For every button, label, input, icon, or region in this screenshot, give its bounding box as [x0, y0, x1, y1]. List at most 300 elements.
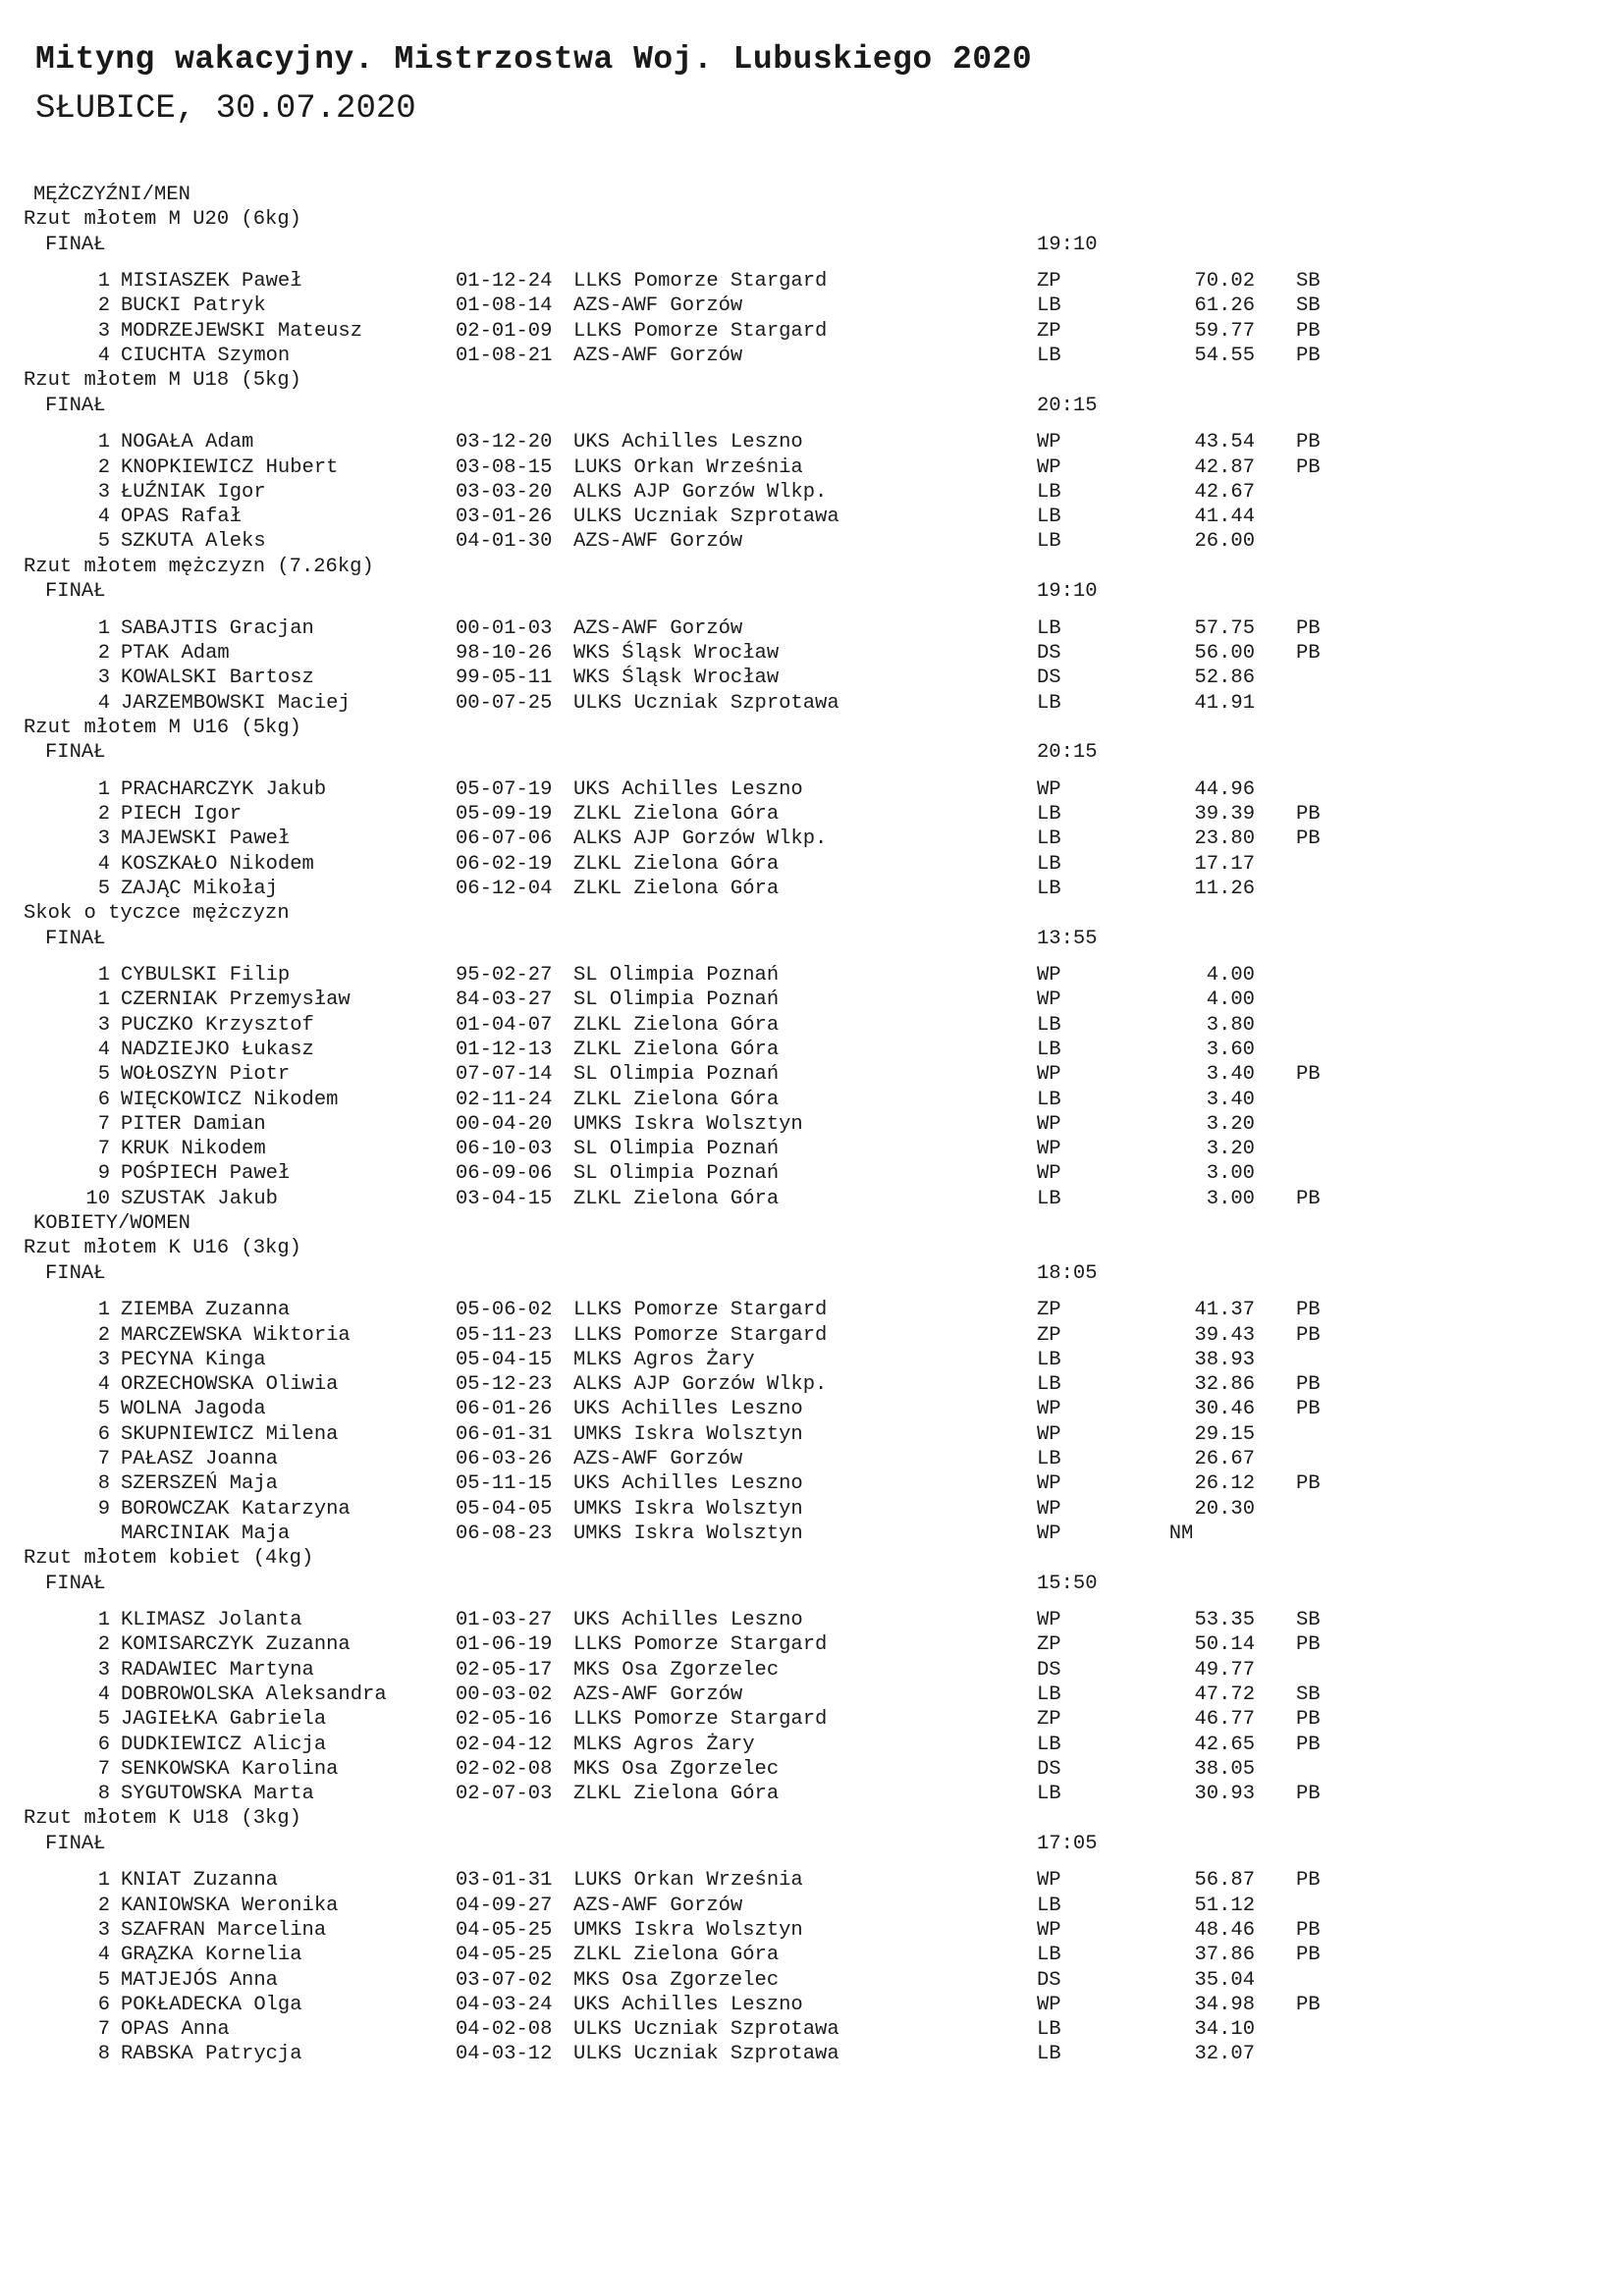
athlete-name: KNIAT Zuzanna [121, 1869, 278, 1893]
athlete-club: UMKS Iskra Wolsztyn [573, 1422, 803, 1446]
athlete-club: ALKS AJP Gorzów Wlkp. [573, 1373, 828, 1397]
athlete-record-note: PB [1296, 1733, 1321, 1756]
athlete-club: ULKS Uczniak Szprotawa [573, 506, 839, 529]
athlete-result: 20.30 [1194, 1497, 1255, 1521]
athlete-place: 9 [97, 1162, 110, 1186]
event-time: 19:10 [1037, 233, 1098, 256]
athlete-name: RADAWIEC Martyna [121, 1658, 314, 1682]
athlete-place: 3 [97, 319, 110, 343]
athlete-place: 2 [97, 803, 110, 827]
athlete-birthdate: 07-07-14 [456, 1063, 553, 1087]
athlete-club: UMKS Iskra Wolsztyn [573, 1112, 803, 1136]
result-row [0, 1298, 1624, 1322]
athlete-birthdate: 03-07-02 [456, 1968, 553, 1992]
athlete-name: SENKOWSKA Karolina [121, 1757, 339, 1781]
athlete-record-note: PB [1296, 1063, 1321, 1087]
athlete-record-note: SB [1296, 1683, 1321, 1706]
athlete-place: 7 [97, 2018, 110, 2042]
round-label: FINAŁ [45, 1832, 106, 1855]
athlete-birthdate: 03-04-15 [456, 1187, 553, 1210]
athlete-result: 11.26 [1194, 877, 1255, 900]
athlete-place: 5 [97, 877, 110, 900]
athlete-result: 39.39 [1194, 803, 1255, 827]
athlete-name: SZUSTAK Jakub [121, 1187, 278, 1210]
athlete-name: NADZIEJKO Łukasz [121, 1038, 314, 1061]
athlete-region: WP [1037, 1398, 1061, 1421]
athlete-club: AZS-AWF Gorzów [573, 294, 743, 318]
athlete-place: 2 [97, 641, 110, 665]
athlete-region: LB [1037, 1373, 1061, 1397]
result-row [0, 1397, 1624, 1421]
result-row [0, 1868, 1624, 1893]
athlete-birthdate: 05-09-19 [456, 803, 553, 827]
athlete-birthdate: 95-02-27 [456, 964, 553, 988]
athlete-result: 51.12 [1194, 1894, 1255, 1917]
event-round-row [0, 394, 1624, 418]
athlete-birthdate: 05-11-23 [456, 1323, 553, 1347]
result-row [0, 852, 1624, 877]
event-title: Rzut młotem K U18 (3kg) [24, 1807, 301, 1831]
result-row [0, 2042, 1624, 2066]
athlete-record-note: PB [1296, 828, 1321, 851]
athlete-club: UKS Achilles Leszno [573, 1609, 803, 1632]
athlete-place: 4 [97, 1683, 110, 1706]
athlete-region: LB [1037, 1783, 1061, 1806]
athlete-club: ALKS AJP Gorzów Wlkp. [573, 480, 828, 504]
athlete-result: 3.20 [1206, 1112, 1255, 1136]
athlete-result: 54.55 [1194, 345, 1255, 368]
athlete-place: 1 [97, 1869, 110, 1893]
athlete-place: 3 [97, 1013, 110, 1037]
athlete-name: ORZECHOWSKA Oliwia [121, 1373, 339, 1397]
athlete-name: KOSZKAŁO Nikodem [121, 852, 314, 876]
round-label: FINAŁ [45, 233, 106, 256]
athlete-result: 26.67 [1194, 1448, 1255, 1471]
result-row [0, 1161, 1624, 1186]
athlete-result: 29.15 [1194, 1422, 1255, 1446]
athlete-region: LB [1037, 1038, 1061, 1061]
athlete-region: LB [1037, 2043, 1061, 2066]
athlete-result: 41.44 [1194, 506, 1255, 529]
athlete-birthdate: 06-01-31 [456, 1422, 553, 1446]
result-row [0, 1968, 1624, 1993]
athlete-birthdate: 99-05-11 [456, 667, 553, 690]
athlete-region: DS [1037, 1658, 1061, 1682]
athlete-result: 4.00 [1206, 988, 1255, 1012]
athlete-record-note: PB [1296, 1918, 1321, 1942]
page-title: Mityng wakacyjny. Mistrzostwa Woj. Lubuskiego 2020 [35, 41, 1033, 78]
result-row [0, 1682, 1624, 1707]
athlete-place: 4 [97, 852, 110, 876]
athlete-place: 4 [97, 345, 110, 368]
athlete-name: ZIEMBA Zuzanna [121, 1299, 291, 1322]
athlete-place: 7 [97, 1112, 110, 1136]
athlete-birthdate: 04-02-08 [456, 2018, 553, 2042]
athlete-region: LB [1037, 1683, 1061, 1706]
athlete-club: MLKS Agros Żary [573, 1348, 755, 1371]
result-row [0, 1943, 1624, 1967]
athlete-name: GRĄZKA Kornelia [121, 1944, 302, 1967]
athlete-birthdate: 04-03-12 [456, 2043, 553, 2066]
athlete-region: WP [1037, 1138, 1061, 1161]
athlete-place: 6 [97, 1422, 110, 1446]
result-row [0, 1471, 1624, 1496]
athlete-club: ZLKL Zielona Góra [573, 1944, 780, 1967]
athlete-club: ZLKL Zielona Góra [573, 1088, 780, 1111]
event-round-row [0, 233, 1624, 257]
athlete-name: DUDKIEWICZ Alicja [121, 1733, 327, 1756]
athlete-result: 46.77 [1194, 1708, 1255, 1732]
athlete-birthdate: 01-06-19 [456, 1633, 553, 1657]
athlete-place: 2 [97, 1633, 110, 1657]
athlete-birthdate: 02-02-08 [456, 1757, 553, 1781]
athlete-result: 57.75 [1194, 616, 1255, 640]
athlete-result: 43.54 [1194, 431, 1255, 454]
athlete-name: KRUK Nikodem [121, 1138, 266, 1161]
athlete-region: WP [1037, 431, 1061, 454]
result-row [0, 2017, 1624, 2042]
athlete-birthdate: 06-12-04 [456, 877, 553, 900]
spacer [0, 257, 1624, 269]
athlete-region: WP [1037, 1112, 1061, 1136]
athlete-place: 7 [97, 1757, 110, 1781]
athlete-birthdate: 03-01-26 [456, 506, 553, 529]
event-title: Rzut młotem K U16 (3kg) [24, 1237, 301, 1260]
athlete-region: LB [1037, 1733, 1061, 1756]
athlete-name: SYGUTOWSKA Marta [121, 1783, 314, 1806]
athlete-region: WP [1037, 1869, 1061, 1893]
athlete-club: ZLKL Zielona Góra [573, 1013, 780, 1037]
athlete-region: WP [1037, 1497, 1061, 1521]
athlete-club: LUKS Orkan Września [573, 455, 803, 479]
athlete-result: 3.40 [1206, 1063, 1255, 1087]
result-row [0, 1497, 1624, 1522]
athlete-club: LLKS Pomorze Stargard [573, 1633, 828, 1657]
athlete-result: 52.86 [1194, 667, 1255, 690]
athlete-place: 5 [97, 1968, 110, 1992]
event-time: 20:15 [1037, 741, 1098, 765]
athlete-record-note: PB [1296, 455, 1321, 479]
round-label: FINAŁ [45, 1572, 106, 1595]
result-row [0, 1707, 1624, 1732]
athlete-club: LLKS Pomorze Stargard [573, 1299, 828, 1322]
athlete-record-note: PB [1296, 803, 1321, 827]
athlete-region: WP [1037, 1993, 1061, 2016]
athlete-birthdate: 02-01-09 [456, 319, 553, 343]
athlete-record-note: SB [1296, 1609, 1321, 1632]
athlete-result: 3.00 [1206, 1187, 1255, 1210]
athlete-place: 5 [97, 1063, 110, 1087]
athlete-result: 56.87 [1194, 1869, 1255, 1893]
athlete-place: 6 [97, 1993, 110, 2016]
athlete-place: 4 [97, 1373, 110, 1397]
result-row [0, 1112, 1624, 1137]
result-row [0, 1088, 1624, 1112]
athlete-place: 10 [85, 1187, 110, 1210]
athlete-place: 1 [97, 616, 110, 640]
athlete-region: LB [1037, 1187, 1061, 1210]
athlete-region: LB [1037, 294, 1061, 318]
event-title: Rzut młotem kobiet (4kg) [24, 1547, 314, 1571]
athlete-birthdate: 00-03-02 [456, 1683, 553, 1706]
event-time: 13:55 [1037, 927, 1098, 950]
athlete-region: DS [1037, 641, 1061, 665]
athlete-region: WP [1037, 964, 1061, 988]
athlete-region: LB [1037, 852, 1061, 876]
athlete-name: BOROWCZAK Katarzyna [121, 1497, 351, 1521]
athlete-place: 3 [97, 667, 110, 690]
athlete-name: PITER Damian [121, 1112, 266, 1136]
athlete-result: 49.77 [1194, 1658, 1255, 1682]
athlete-record-note: PB [1296, 1299, 1321, 1322]
athlete-birthdate: 02-11-24 [456, 1088, 553, 1111]
athlete-club: SL Olimpia Poznań [573, 1063, 780, 1087]
result-row [0, 1632, 1624, 1657]
athlete-region: LB [1037, 506, 1061, 529]
result-row [0, 455, 1624, 480]
athlete-result: 26.00 [1194, 530, 1255, 554]
athlete-club: SL Olimpia Poznań [573, 1138, 780, 1161]
athlete-club: AZS-AWF Gorzów [573, 345, 743, 368]
athlete-place: 5 [97, 1398, 110, 1421]
event-round-row [0, 740, 1624, 765]
athlete-result: 3.00 [1206, 1162, 1255, 1186]
athlete-birthdate: 04-05-25 [456, 1918, 553, 1942]
athlete-club: LLKS Pomorze Stargard [573, 319, 828, 343]
athlete-name: MATJEJÓS Anna [121, 1968, 278, 1992]
result-row [0, 1522, 1624, 1546]
athlete-place: 2 [97, 294, 110, 318]
event-round-row [0, 1572, 1624, 1596]
athlete-club: WKS Śląsk Wrocław [573, 641, 780, 665]
athlete-club: ZLKL Zielona Góra [573, 1038, 780, 1061]
athlete-name: ZAJĄC Mikołaj [121, 877, 278, 900]
athlete-place: 1 [97, 988, 110, 1012]
spacer [0, 951, 1624, 963]
result-row [0, 269, 1624, 294]
athlete-record-note: PB [1296, 1944, 1321, 1967]
athlete-result: NM [1168, 1522, 1194, 1545]
athlete-result: 3.20 [1206, 1138, 1255, 1161]
athlete-region: DS [1037, 1968, 1061, 1992]
event-time: 20:15 [1037, 394, 1098, 417]
athlete-name: JAGIEŁKA Gabriela [121, 1708, 327, 1732]
athlete-name: KANIOWSKA Weronika [121, 1894, 339, 1917]
result-row [0, 1447, 1624, 1471]
athlete-region: LB [1037, 1088, 1061, 1111]
athlete-club: AZS-AWF Gorzów [573, 1448, 743, 1471]
athlete-region: ZP [1037, 1299, 1061, 1322]
athlete-place: 1 [97, 431, 110, 454]
athlete-club: ZLKL Zielona Góra [573, 1187, 780, 1210]
athlete-result: 3.40 [1206, 1088, 1255, 1111]
athlete-region: WP [1037, 1063, 1061, 1087]
event-title: Rzut młotem M U20 (6kg) [24, 208, 301, 232]
athlete-region: WP [1037, 1522, 1061, 1545]
result-row [0, 1918, 1624, 1943]
athlete-club: AZS-AWF Gorzów [573, 1894, 743, 1917]
athlete-club: WKS Śląsk Wrocław [573, 667, 780, 690]
athlete-birthdate: 01-04-07 [456, 1013, 553, 1037]
athlete-birthdate: 03-01-31 [456, 1869, 553, 1893]
result-row [0, 1608, 1624, 1632]
athlete-result: 39.43 [1194, 1323, 1255, 1347]
results-sheet [0, 183, 1624, 2067]
athlete-result: 59.77 [1194, 319, 1255, 343]
athlete-name: PTAK Adam [121, 641, 230, 665]
athlete-result: 70.02 [1194, 270, 1255, 294]
athlete-record-note: PB [1296, 345, 1321, 368]
result-row [0, 319, 1624, 344]
athlete-birthdate: 05-07-19 [456, 777, 553, 801]
result-row [0, 1372, 1624, 1397]
athlete-club: ZLKL Zielona Góra [573, 1783, 780, 1806]
athlete-place: 3 [97, 1658, 110, 1682]
athlete-region: WP [1037, 777, 1061, 801]
athlete-club: AZS-AWF Gorzów [573, 616, 743, 640]
athlete-club: ZLKL Zielona Góra [573, 877, 780, 900]
event-round-row [0, 1832, 1624, 1856]
athlete-record-note: PB [1296, 1187, 1321, 1210]
athlete-club: UKS Achilles Leszno [573, 1993, 803, 2016]
athlete-club: MKS Osa Zgorzelec [573, 1658, 780, 1682]
athlete-place: 8 [97, 1783, 110, 1806]
athlete-region: WP [1037, 1609, 1061, 1632]
athlete-result: 3.60 [1206, 1038, 1255, 1061]
athlete-birthdate: 02-04-12 [456, 1733, 553, 1756]
athlete-record-note: PB [1296, 1783, 1321, 1806]
athlete-club: UKS Achilles Leszno [573, 777, 803, 801]
athlete-region: LB [1037, 1448, 1061, 1471]
athlete-result: 56.00 [1194, 641, 1255, 665]
result-row [0, 877, 1624, 901]
athlete-region: LB [1037, 1013, 1061, 1037]
athlete-birthdate: 05-04-15 [456, 1348, 553, 1371]
result-row [0, 1782, 1624, 1806]
athlete-name: OPAS Anna [121, 2018, 230, 2042]
spacer [0, 418, 1624, 430]
result-row [0, 1137, 1624, 1161]
athlete-result: 23.80 [1194, 828, 1255, 851]
athlete-birthdate: 06-10-03 [456, 1138, 553, 1161]
athlete-name: KNOPKIEWICZ Hubert [121, 455, 339, 479]
athlete-club: MKS Osa Zgorzelec [573, 1968, 780, 1992]
event-round-row [0, 579, 1624, 604]
athlete-place: 3 [97, 1918, 110, 1942]
result-row [0, 1422, 1624, 1447]
athlete-region: WP [1037, 1472, 1061, 1496]
athlete-birthdate: 06-03-26 [456, 1448, 553, 1471]
athlete-region: LB [1037, 1348, 1061, 1371]
athlete-name: KLIMASZ Jolanta [121, 1609, 302, 1632]
athlete-record-note: SB [1296, 270, 1321, 294]
athlete-region: ZP [1037, 1323, 1061, 1347]
athlete-place: 1 [97, 777, 110, 801]
athlete-place: 6 [97, 1088, 110, 1111]
athlete-club: ULKS Uczniak Szprotawa [573, 691, 839, 715]
spacer [0, 1596, 1624, 1608]
athlete-record-note: SB [1296, 294, 1321, 318]
event-title: Skok o tyczce mężczyzn [24, 902, 290, 926]
athlete-place: 5 [97, 530, 110, 554]
athlete-place: 8 [97, 1472, 110, 1496]
athlete-birthdate: 05-06-02 [456, 1299, 553, 1322]
result-row [0, 294, 1624, 318]
athlete-club: UKS Achilles Leszno [573, 1398, 803, 1421]
athlete-name: SKUPNIEWICZ Milena [121, 1422, 339, 1446]
athlete-region: LB [1037, 345, 1061, 368]
athlete-birthdate: 06-09-06 [456, 1162, 553, 1186]
athlete-club: ULKS Uczniak Szprotawa [573, 2043, 839, 2066]
athlete-name: WOŁOSZYN Piotr [121, 1063, 291, 1087]
athlete-result: 37.86 [1194, 1944, 1255, 1967]
round-label: FINAŁ [45, 394, 106, 417]
athlete-result: 44.96 [1194, 777, 1255, 801]
athlete-result: 34.98 [1194, 1993, 1255, 2016]
result-row [0, 1658, 1624, 1682]
event-round-row [0, 1261, 1624, 1286]
result-row [0, 1038, 1624, 1062]
athlete-name: SZKUTA Aleks [121, 530, 266, 554]
event-round-row [0, 927, 1624, 951]
athlete-birthdate: 00-01-03 [456, 616, 553, 640]
athlete-record-note: PB [1296, 1869, 1321, 1893]
athlete-birthdate: 05-12-23 [456, 1373, 553, 1397]
athlete-region: ZP [1037, 1708, 1061, 1732]
athlete-name: POŚPIECH Paweł [121, 1162, 291, 1186]
event-title: Rzut młotem M U18 (5kg) [24, 369, 301, 393]
athlete-name: KOMISARCZYK Zuzanna [121, 1633, 351, 1657]
event-time: 15:50 [1037, 1572, 1098, 1595]
result-row [0, 505, 1624, 529]
athlete-club: ULKS Uczniak Szprotawa [573, 2018, 839, 2042]
result-row [0, 1757, 1624, 1782]
athlete-name: CYBULSKI Filip [121, 964, 291, 988]
result-row [0, 1733, 1624, 1757]
athlete-result: 38.05 [1194, 1757, 1255, 1781]
athlete-place: 1 [97, 270, 110, 294]
athlete-place: 2 [97, 1894, 110, 1917]
athlete-place: 1 [97, 1299, 110, 1322]
athlete-name: SABAJTIS Gracjan [121, 616, 314, 640]
spacer [0, 765, 1624, 776]
athlete-club: SL Olimpia Poznań [573, 988, 780, 1012]
athlete-birthdate: 06-08-23 [456, 1522, 553, 1545]
athlete-name: OPAS Rafał [121, 506, 243, 529]
athlete-region: LB [1037, 530, 1061, 554]
round-label: FINAŁ [45, 1261, 106, 1285]
athlete-region: ZP [1037, 270, 1061, 294]
athlete-region: WP [1037, 988, 1061, 1012]
result-row [0, 1323, 1624, 1348]
athlete-birthdate: 04-03-24 [456, 1993, 553, 2016]
athlete-record-note: PB [1296, 1993, 1321, 2016]
athlete-result: 42.65 [1194, 1733, 1255, 1756]
athlete-birthdate: 01-08-14 [456, 294, 553, 318]
athlete-result: 35.04 [1194, 1968, 1255, 1992]
athlete-result: 53.35 [1194, 1609, 1255, 1632]
athlete-birthdate: 06-07-06 [456, 828, 553, 851]
athlete-region: LB [1037, 616, 1061, 640]
result-row [0, 988, 1624, 1012]
athlete-name: PAŁASZ Joanna [121, 1448, 278, 1471]
athlete-name: NOGAŁA Adam [121, 431, 254, 454]
athlete-region: LB [1037, 803, 1061, 827]
athlete-place: 5 [97, 1708, 110, 1732]
athlete-region: ZP [1037, 1633, 1061, 1657]
result-row [0, 480, 1624, 505]
athlete-place: 1 [97, 964, 110, 988]
